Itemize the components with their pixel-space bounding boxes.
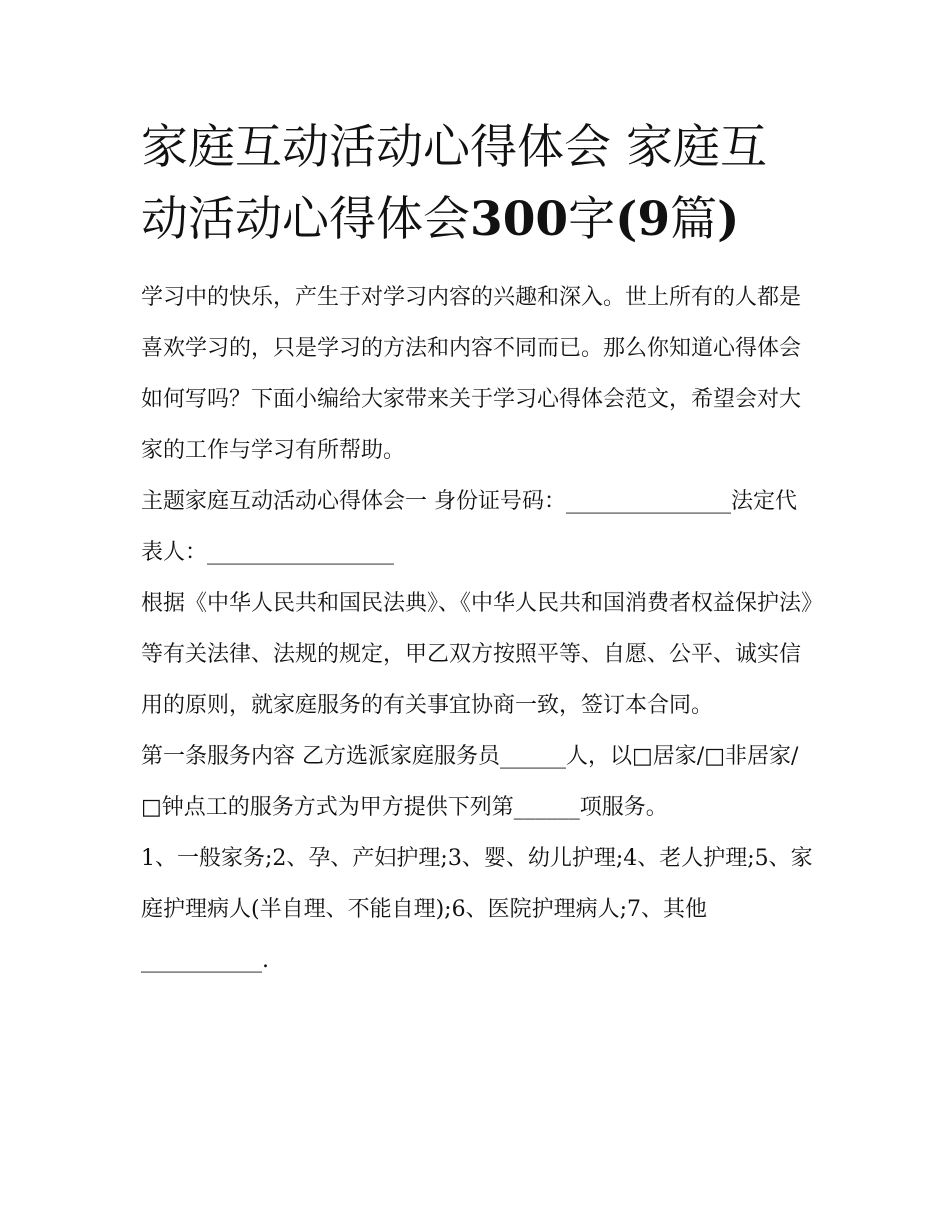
document-page [141, 112, 813, 986]
document-title: 家庭互动活动心得体会 家庭互动活动心得体会300字(9篇) [141, 120, 767, 247]
header-info-paragraph: 主题家庭互动活动心得体会一 身份证号码：_______________法定代表人：_________________ [141, 489, 797, 565]
service-content-paragraph: 第一条服务内容 乙方选派家庭服务员______人，以□居家/□非居家/□钟点工的服务方式为甲方提供下列第______项服务。 [141, 744, 799, 820]
service-list-paragraph: 1、一般家务;2、孕、产妇护理;3、婴、幼儿护理;4、老人护理;5、家庭护理病人(半自理、不能自理);6、医院护理病人;7、其他___________. [141, 846, 813, 973]
legal-basis-paragraph: 根据《中华人民共和国民法典》、《中华人民共和国消费者权益保护法》等有关法律、法规的规定，甲乙双方按照平等、自愿、公平、诚实信用的原则，就家庭服务的有关事宜协商一致，签订本合同。 [141, 591, 813, 718]
intro-paragraph: 学习中的快乐，产生于对学习内容的兴趣和深入。世上所有的人都是喜欢学习的，只是学习的方法和内容不同而已。那么你知道心得体会如何写吗？下面小编给大家带来关于学习心得体会范文，希望会对大家的工作与学习有所帮助。 [141, 285, 802, 463]
